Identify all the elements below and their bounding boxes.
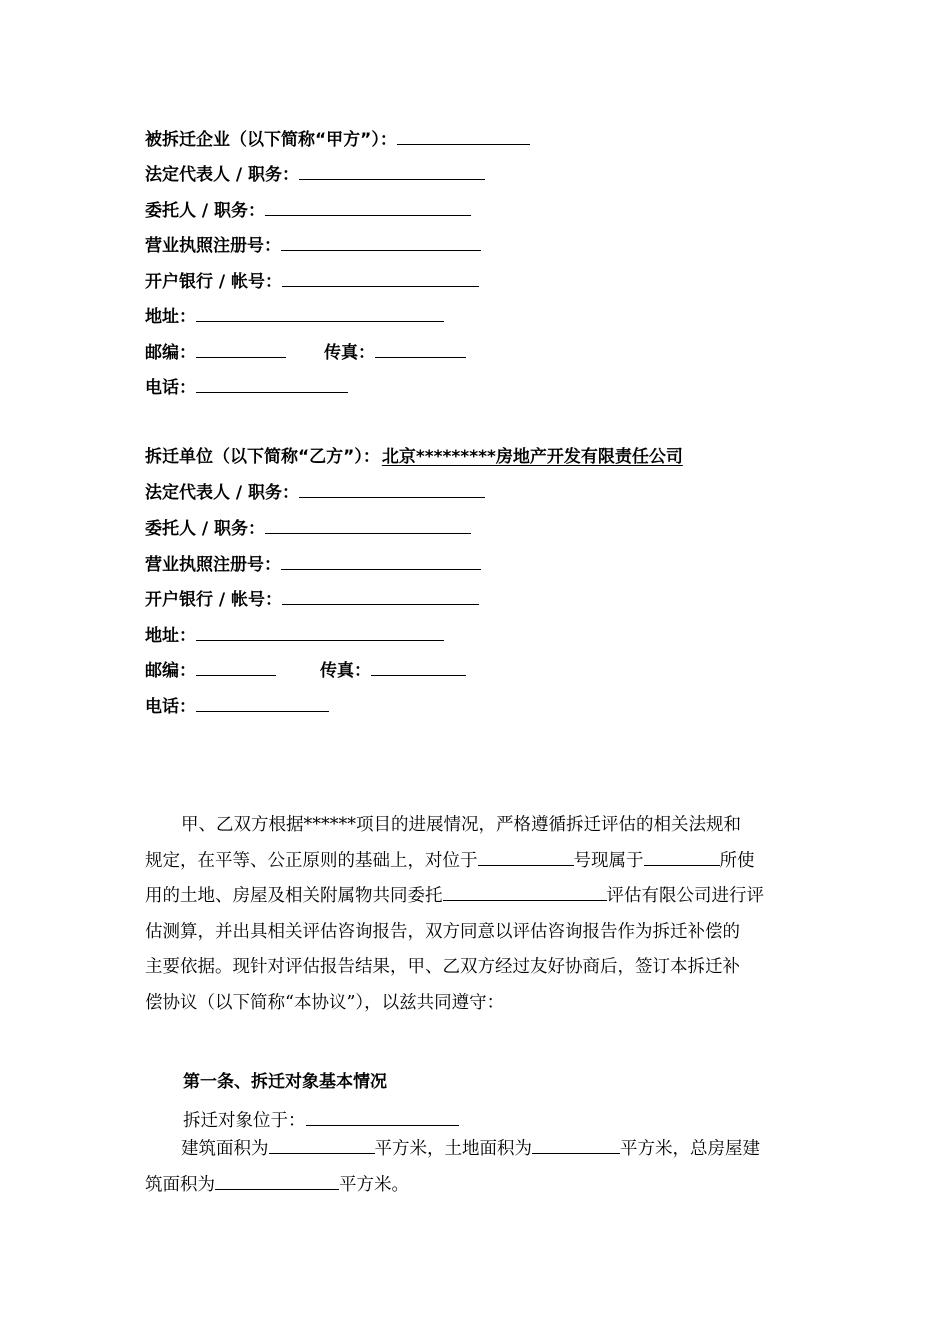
- party-a-license-blank[interactable]: [281, 235, 481, 251]
- party-b-address-label: 地址：: [145, 626, 196, 646]
- party-a-rep-label: 法定代表人 / 职务：: [145, 165, 300, 185]
- party-a-phone-label: 电话：: [145, 378, 196, 398]
- land-area-blank[interactable]: [532, 1136, 620, 1154]
- preamble-paragraph: [145, 808, 809, 1022]
- party-a-title: 被拆迁企业（以下简称“甲方”）：: [145, 130, 397, 150]
- party-b-phone-line: [145, 696, 329, 717]
- party-b-license-blank[interactable]: [281, 554, 481, 570]
- party-b-license-label: 营业执照注册号：: [145, 555, 281, 575]
- party-a-rep-line: [145, 164, 485, 185]
- party-a-postcode-label: 邮编：: [145, 343, 196, 363]
- party-b-bank-label: 开户银行 / 帐号：: [145, 590, 283, 610]
- party-a-fax-blank[interactable]: [375, 342, 466, 358]
- party-b-title: 拆迁单位（以下简称“乙方”）：: [145, 447, 380, 467]
- party-b-bank-line: [145, 589, 479, 610]
- location-number-blank[interactable]: [478, 848, 574, 866]
- article-1-location-line: [183, 1108, 459, 1131]
- party-a-license-line: [145, 235, 481, 256]
- party-b-fax-blank[interactable]: [371, 660, 466, 676]
- party-b-fax-label: 传真：: [320, 661, 371, 681]
- party-a-address-line: [145, 306, 444, 327]
- party-a-title-line: [145, 129, 530, 150]
- party-b-agent-label: 委托人 / 职务：: [145, 519, 266, 539]
- party-b-address-blank[interactable]: [196, 625, 444, 641]
- area-label-c: 平方米，总房屋建: [620, 1139, 760, 1159]
- party-b-name: 北京*********房地产开发有限责任公司: [381, 447, 683, 467]
- preamble-line-2-b: 号现属于: [573, 850, 644, 871]
- preamble-line-2: [145, 844, 809, 880]
- total-area-blank[interactable]: [215, 1172, 339, 1190]
- preamble-line-3-b: 评估有限公司进行评: [606, 886, 764, 907]
- preamble-line-6: 偿协议（以下简称“本协议”），以兹共同遵守：: [145, 992, 505, 1013]
- building-area-blank[interactable]: [269, 1136, 375, 1154]
- owner-blank[interactable]: [644, 848, 720, 866]
- party-a-name-blank[interactable]: [397, 129, 530, 145]
- party-a-phone-line: [145, 377, 348, 398]
- preamble-line-2-a: 规定，在平等、公正原则的基础上，对位于: [145, 850, 478, 871]
- party-a-postcode-blank[interactable]: [196, 342, 286, 358]
- article-1-location-label: 拆迁对象位于：: [183, 1111, 306, 1131]
- preamble-line-3-a: 用的土地、房屋及相关附属物共同委托: [145, 886, 443, 907]
- party-a-bank-blank[interactable]: [282, 271, 479, 287]
- party-a-rep-blank[interactable]: [299, 164, 485, 180]
- party-a-agent-label: 委托人 / 职务：: [145, 201, 266, 221]
- area-label-a: 建筑面积为: [181, 1139, 269, 1159]
- party-a-license-label: 营业执照注册号：: [145, 236, 281, 256]
- party-b-postcode-blank[interactable]: [196, 660, 276, 676]
- preamble-line-2-c: 所使: [719, 850, 755, 871]
- appraisal-company-blank[interactable]: [443, 883, 607, 901]
- party-b-rep-line: [145, 482, 485, 503]
- preamble-line-3: [145, 879, 809, 915]
- party-b-agent-blank[interactable]: [265, 518, 471, 534]
- article-1-area-paragraph: [145, 1132, 809, 1203]
- party-b-rep-label: 法定代表人 / 职务：: [145, 483, 300, 503]
- article-1-area-line-1: [145, 1132, 809, 1168]
- article-1-area-line-2: [145, 1168, 809, 1204]
- preamble-line-5: 主要依据。现针对评估报告结果，甲、乙双方经过友好协商后，签订本拆迁补: [145, 957, 740, 978]
- preamble-line-4: 估测算，并出具相关评估咨询报告，双方同意以评估咨询报告作为拆迁补偿的: [145, 921, 740, 942]
- party-a-fax-label: 传真：: [324, 343, 375, 363]
- article-1-location-blank[interactable]: [306, 1108, 459, 1126]
- party-b-postcode-label: 邮编：: [145, 661, 196, 681]
- party-b-rep-blank[interactable]: [299, 482, 485, 498]
- party-a-postcode-line: [145, 342, 466, 363]
- party-a-phone-blank[interactable]: [196, 377, 348, 393]
- area-label-e: 平方米。: [339, 1174, 409, 1195]
- party-b-address-line: [145, 625, 444, 646]
- area-label-b: 平方米，土地面积为: [374, 1139, 532, 1159]
- party-b-phone-blank[interactable]: [196, 696, 329, 712]
- area-label-d: 筑面积为: [145, 1174, 215, 1195]
- party-b-agent-line: [145, 518, 471, 539]
- party-b-postcode-line: [145, 660, 466, 681]
- party-b-bank-blank[interactable]: [282, 589, 479, 605]
- party-a-address-blank[interactable]: [196, 306, 444, 322]
- article-1-heading: 第一条、拆迁对象基本情况: [183, 1072, 387, 1092]
- preamble-line-1: 甲、乙双方根据******项目的进展情况，严格遵循拆迁评估的相关法规和: [181, 815, 741, 835]
- party-b-phone-label: 电话：: [145, 697, 196, 717]
- party-b-title-line: [145, 447, 683, 467]
- party-a-agent-line: [145, 200, 471, 221]
- party-a-address-label: 地址：: [145, 307, 196, 327]
- party-a-agent-blank[interactable]: [265, 200, 471, 216]
- party-a-bank-label: 开户银行 / 帐号：: [145, 272, 283, 292]
- party-a-bank-line: [145, 271, 479, 292]
- party-b-license-line: [145, 554, 481, 575]
